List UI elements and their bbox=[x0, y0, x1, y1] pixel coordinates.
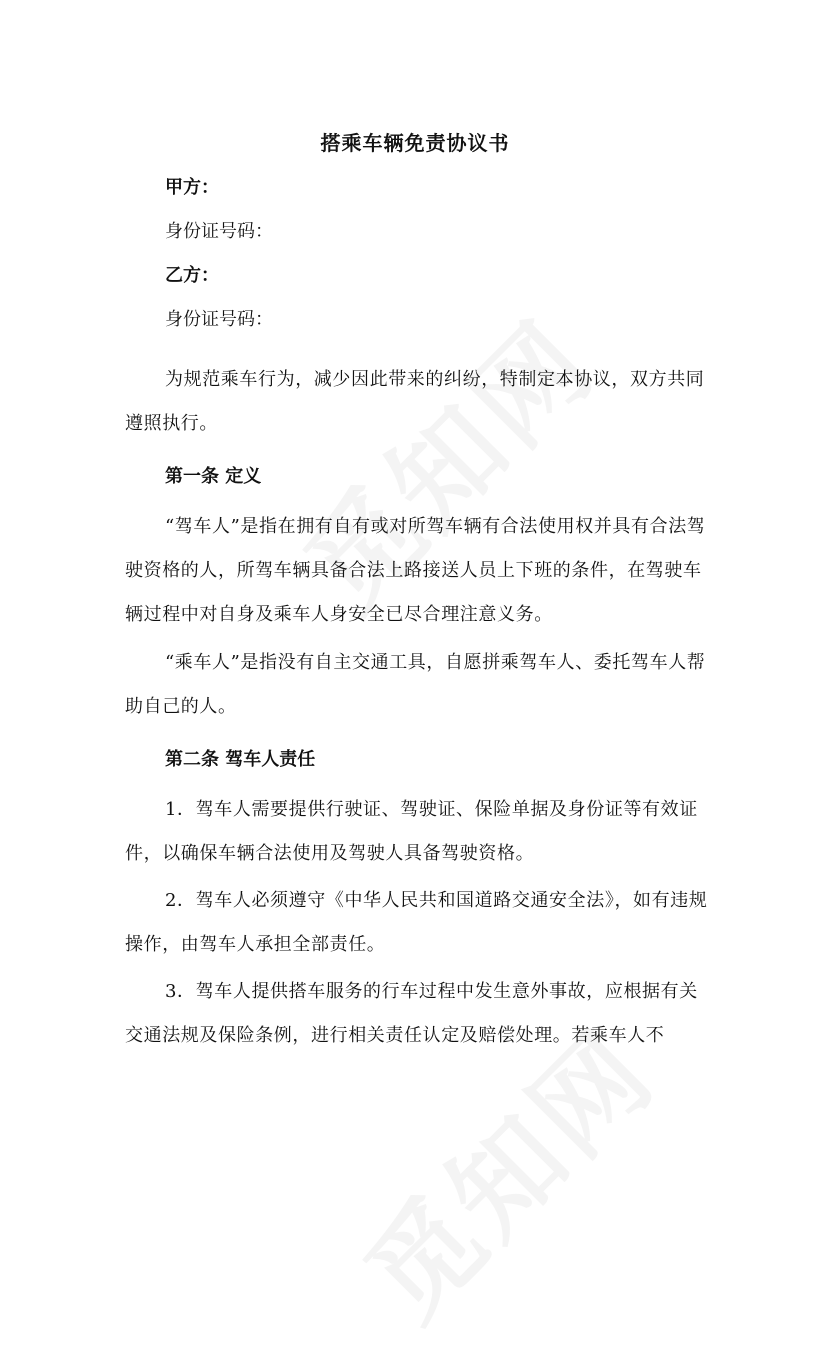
article2-item-3: 3．驾车人提供搭车服务的行车过程中发生意外事故，应根据有关交通法规及保险条例，进行相关责任认定及赔偿处理。若乘车人不 bbox=[125, 981, 698, 1046]
document-title: 搭乘车辆免责协议书 bbox=[320, 131, 510, 155]
article1-heading: 第一条 定义 bbox=[165, 466, 262, 487]
article1-paragraph-passenger: “乘车人”是指没有自主交通工具，自愿拼乘驾车人、委托驾车人帮助自己的人。 bbox=[125, 652, 706, 717]
intro-paragraph: 为规范乘车行为，减少因此带来的纠纷，特制定本协议，双方共同遵照执行。 bbox=[125, 369, 705, 434]
party-a-label: 甲方： bbox=[165, 177, 219, 198]
party-a-id-label: 身份证号码： bbox=[165, 221, 273, 242]
party-b-label: 乙方： bbox=[165, 265, 219, 286]
article2-item-1: 1．驾车人需要提供行驶证、驾驶证、保险单据及身份证等有效证件，以确保车辆合法使用及驾驶人具备驾驶资格。 bbox=[125, 799, 698, 864]
party-b-id-label: 身份证号码： bbox=[165, 309, 273, 330]
article1-paragraph-driver: “驾车人”是指在拥有自有或对所驾车辆有合法使用权并具有合法驾驶资格的人，所驾车辆具备合法上路接送人员上下班的条件，在驾驶车辆过程中对自身及乘车人身安全已尽合理注意义务。 bbox=[125, 516, 706, 625]
article2-item-2: 2．驾车人必须遵守《中华人民共和国道路交通安全法》，如有违规操作，由驾车人承担全部责任。 bbox=[125, 890, 708, 955]
article2-heading: 第二条 驾车人责任 bbox=[165, 749, 316, 770]
